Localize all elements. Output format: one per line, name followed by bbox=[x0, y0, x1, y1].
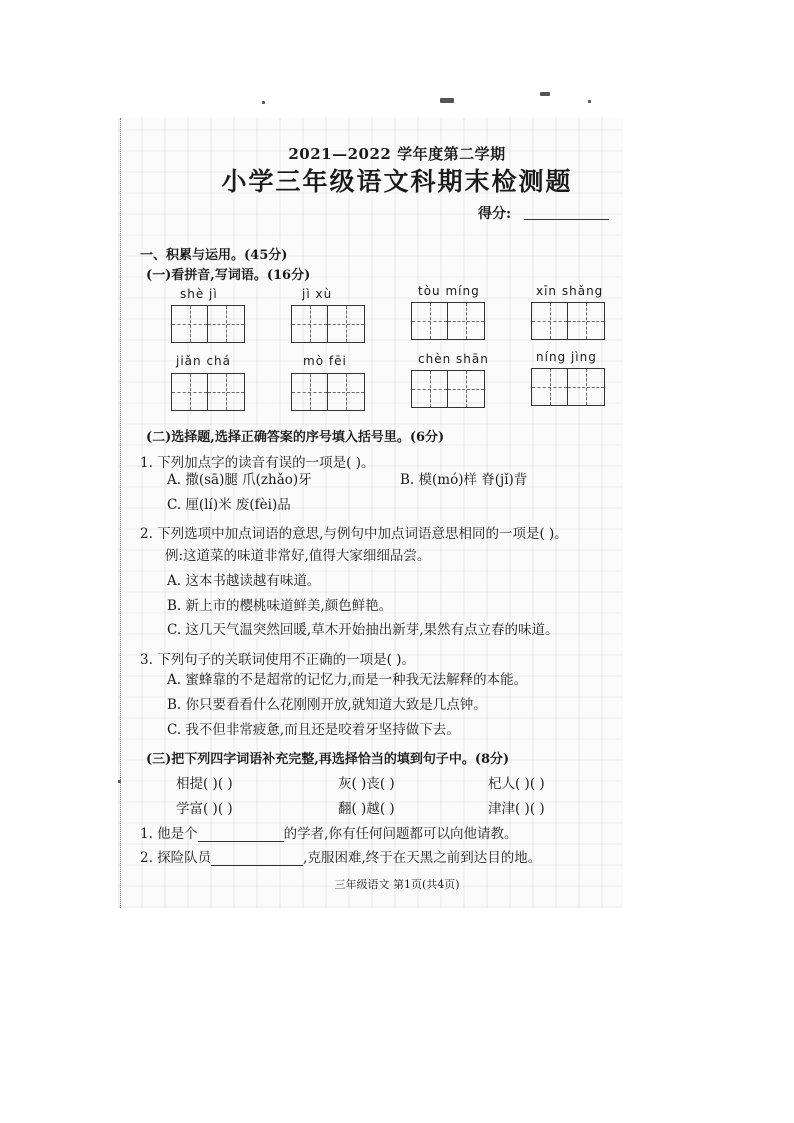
q3-option-c[interactable]: C. 我不但非常疲惫,而且还是咬着牙坚持做下去。 bbox=[167, 722, 460, 738]
sentence-2-prefix: 2. 探险队员 bbox=[140, 850, 212, 866]
sentence-2-blank[interactable] bbox=[211, 850, 303, 866]
scan-speck bbox=[540, 92, 550, 96]
score-label: 得分: bbox=[478, 206, 512, 222]
pinyin-label: níng jìng bbox=[536, 350, 597, 364]
writing-grid[interactable] bbox=[411, 302, 485, 340]
pinyin-label: xīn shǎng bbox=[536, 284, 604, 298]
q2-option-c[interactable]: C. 这几天气温突然回暖,草木开始抽出新芽,果然有点立春的味道。 bbox=[167, 622, 559, 638]
q1-option-c[interactable]: C. 厘(lí)米 废(fèi)品 bbox=[167, 497, 291, 513]
question-3-stem: 3. 下列句子的关联词使用不正确的一项是( )。 bbox=[140, 652, 415, 668]
q2-option-a[interactable]: A. 这本书越读越有味道。 bbox=[167, 573, 321, 589]
sentence-1 bbox=[140, 822, 517, 842]
q3-option-a[interactable]: A. 蜜蜂靠的不是超常的记忆力,而是一种我无法解释的本能。 bbox=[167, 672, 528, 688]
q2-example: 例:这道菜的味道非常好,值得大家细细品尝。 bbox=[165, 548, 431, 564]
sub3-heading: (三)把下列四字词语补充完整,再选择恰当的填到句子中。(8分) bbox=[146, 752, 510, 767]
score-blank[interactable] bbox=[524, 219, 609, 220]
binding-edge-line bbox=[120, 118, 121, 908]
sentence-1-prefix: 1. 他是个 bbox=[140, 826, 198, 842]
pinyin-label: mò fēi bbox=[303, 354, 347, 368]
pinyin-label: jì xù bbox=[302, 287, 333, 301]
q1-option-b[interactable]: B. 模(mó)样 脊(jǐ)背 bbox=[400, 472, 528, 488]
part1-heading: 一、积累与运用。(45分) bbox=[140, 248, 288, 263]
writing-grid[interactable] bbox=[531, 302, 605, 340]
q1-option-a[interactable]: A. 撒(sā)腿 爪(zhǎo)牙 bbox=[167, 472, 312, 488]
pinyin-label: tòu míng bbox=[418, 284, 480, 298]
q3-option-b[interactable]: B. 你只要看看什么花刚刚开放,就知道大致是几点钟。 bbox=[167, 697, 487, 713]
idiom-fill[interactable]: 杞人( )( ) bbox=[488, 776, 545, 792]
q2-option-b[interactable]: B. 新上市的樱桃味道鲜美,颜色鲜艳。 bbox=[167, 598, 393, 614]
writing-grid[interactable] bbox=[291, 373, 365, 411]
scan-speck bbox=[588, 100, 591, 103]
page-footer: 三年级语文 第1页(共4页) bbox=[334, 878, 460, 891]
question-1-stem: 1. 下列加点字的读音有误的一项是( )。 bbox=[140, 455, 375, 471]
scan-speck bbox=[440, 98, 454, 103]
idiom-fill[interactable]: 灰( )丧( ) bbox=[338, 776, 395, 792]
sentence-1-blank[interactable] bbox=[198, 826, 284, 842]
sentence-1-suffix: 的学者,你有任何问题都可以向他请教。 bbox=[283, 826, 518, 842]
writing-grid[interactable] bbox=[171, 373, 245, 411]
idiom-fill[interactable]: 学富( )( ) bbox=[176, 801, 233, 817]
writing-grid[interactable] bbox=[171, 305, 245, 343]
term-header: 2021—2022 学年度第二学期 bbox=[288, 145, 506, 163]
question-2-stem: 2. 下列选项中加点词语的意思,与例句中加点词语意思相同的一项是( )。 bbox=[140, 526, 568, 542]
scan-speck bbox=[118, 780, 121, 783]
scan-speck bbox=[262, 101, 265, 104]
writing-grid[interactable] bbox=[531, 368, 605, 406]
sentence-2-suffix: ,克服困难,终于在天黑之前到达目的地。 bbox=[303, 850, 542, 866]
sub2-heading: (二)选择题,选择正确答案的序号填入括号里。(6分) bbox=[146, 430, 445, 445]
exam-title: 小学三年级语文科期末检测题 bbox=[221, 167, 573, 196]
writing-grid[interactable] bbox=[291, 305, 365, 343]
pinyin-label: jiǎn chá bbox=[176, 354, 231, 368]
idiom-fill[interactable]: 津津( )( ) bbox=[488, 801, 545, 817]
writing-grid[interactable] bbox=[411, 370, 485, 408]
pinyin-label: chèn shān bbox=[418, 352, 489, 366]
idiom-fill[interactable]: 翻( )越( ) bbox=[338, 801, 395, 817]
sub1-heading: (一)看拼音,写词语。(16分) bbox=[146, 268, 311, 283]
idiom-fill[interactable]: 相提( )( ) bbox=[176, 776, 233, 792]
sentence-2 bbox=[140, 846, 541, 866]
pinyin-label: shè jì bbox=[180, 287, 218, 301]
